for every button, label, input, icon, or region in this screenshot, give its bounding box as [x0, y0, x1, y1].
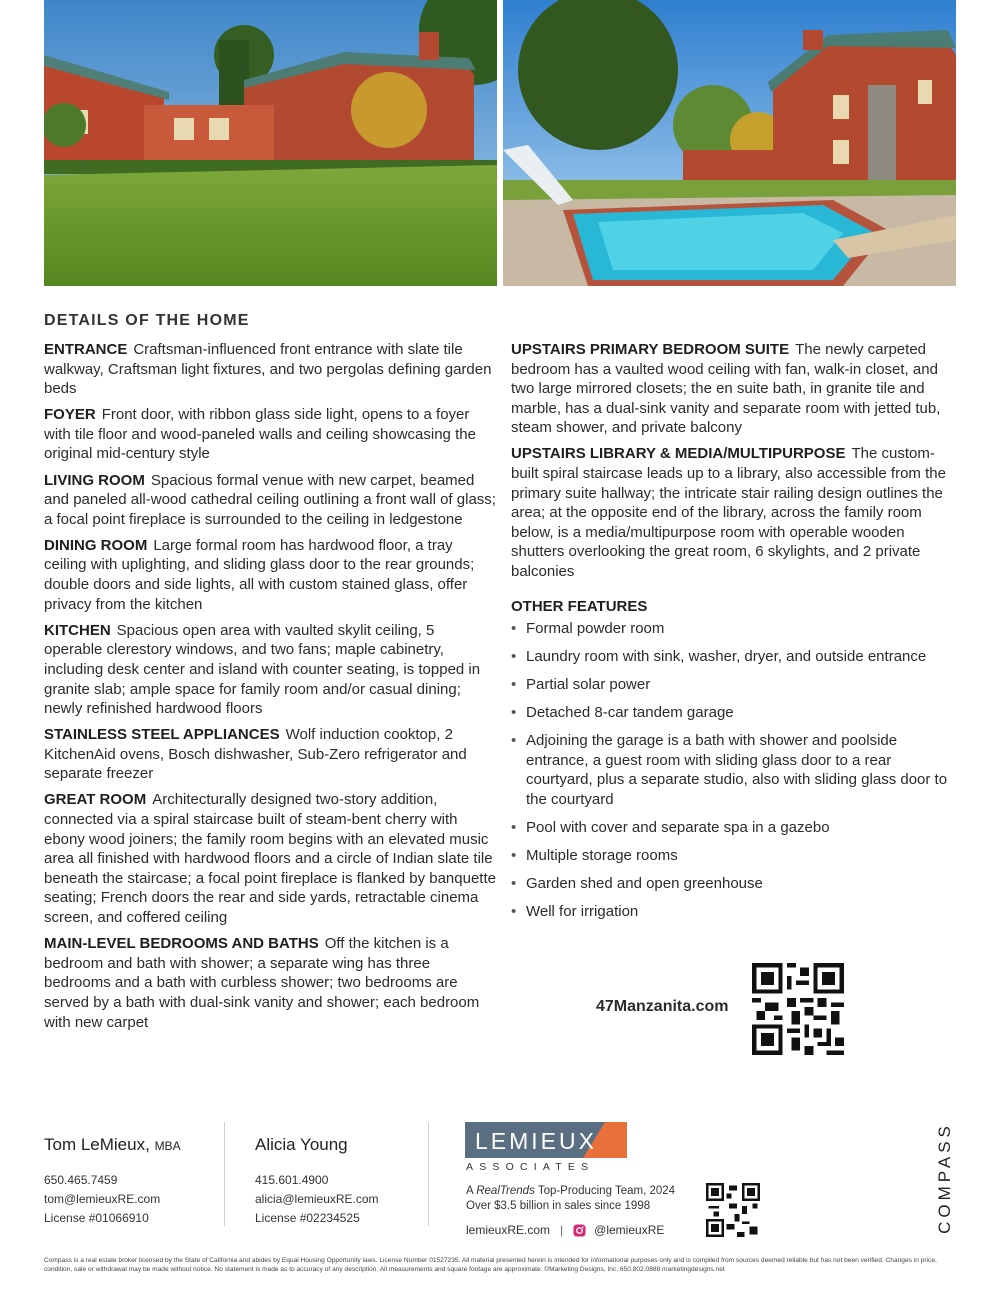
section-text: Architecturally designed two-story addition, connected via a spiral staircase built of steam-bent cherry with ebony wood joiners; the family room begins with an elevated music area all finished with hardwood floors and a circle of Indian slate tile beneath the staircase; a focal point fireplace is flanked by banquette seating; French doors the rear and side yards, retractable cinema screen, and coffered ceiling	[44, 791, 496, 927]
section-label: UPSTAIRS LIBRARY & MEDIA/MULTIPURPOSE	[511, 445, 846, 463]
section-text: The custom-built spiral staircase leads up to a library, also accessible from the primary suite hallway; the intricate stair railing design outlines the area; at the opposite end of the library, across the family room below, is a media/multipurpose room with operable wooden shutters overlooking the great room, 6 skylights, and 2 private balconies	[511, 445, 946, 581]
section-label: FOYER	[44, 406, 96, 424]
agent-name-text: Tom LeMieux,	[44, 1135, 150, 1154]
list-item: • Laundry room with sink, washer, dryer, and outside entrance	[511, 647, 959, 667]
team-award	[466, 1184, 675, 1199]
section-text: Off the kitchen is a bedroom and bath with shower; a separate wing has three bedrooms and a bath with curbless shower; two bedrooms are served by a bath with dual-sink vanity and shower; each bedroom with new carpet	[44, 935, 480, 1031]
list-item: • Partial solar power	[511, 675, 959, 695]
section-label: KITCHEN	[44, 621, 111, 639]
agent-email[interactable]: tom@lemieuxRE.com	[44, 1192, 161, 1206]
team-info	[466, 1184, 675, 1214]
section-label: ENTRANCE	[44, 341, 128, 358]
details-right-column	[511, 340, 959, 930]
agent-name	[44, 1135, 181, 1155]
list-item: • Detached 8-car tandem garage	[511, 703, 959, 723]
logo-subtitle: ASSOCIATES	[466, 1161, 595, 1173]
instagram-handle[interactable]: @lemieuxRE	[594, 1223, 665, 1237]
team-prefix: A	[466, 1185, 477, 1197]
section-label: MAIN-LEVEL BEDROOMS AND BATHS	[44, 935, 319, 953]
section-text: Craftsman-influenced front entrance with slate tile walkway, Craftsman light fixtures, and two pergolas defining garden beds	[44, 341, 492, 398]
section-text: Front door, with ribbon glass side light, opens to a foyer with tile floor and wood-paneled walls and ceiling showcasing the original mid-century style	[44, 406, 476, 463]
section-label: STAINLESS STEEL APPLIANCES	[44, 726, 280, 744]
section-text: Spacious formal venue with new carpet, beamed and paneled all-wood cathedral ceiling outlining a front wall of glass; a focal point fireplace is surrounded to the ceiling in ledgestone	[44, 471, 496, 528]
divider	[224, 1122, 225, 1226]
section-primary-suite	[511, 340, 959, 438]
instagram-icon	[573, 1224, 586, 1237]
photo-pool	[503, 0, 956, 286]
list-item: • Formal powder room	[511, 619, 959, 639]
list-item: • Multiple storage rooms	[511, 846, 959, 866]
details-heading: DETAILS OF THE HOME	[44, 312, 250, 329]
photo-house-lawn	[44, 0, 497, 286]
agent-license: License #02234525	[255, 1211, 360, 1225]
separator: |	[560, 1223, 564, 1237]
section-text: Spacious open area with vaulted skylit ceiling, 5 operable clerestory windows, and two fans; maple cabinetry, including desk center and island with counter seating, is topped in granite slab; ample space for family room and/or casual dining; newly refinished hardwood floors	[44, 621, 481, 718]
qr-code-icon[interactable]	[752, 963, 844, 1055]
agent-card-alicia	[255, 1135, 379, 1228]
other-features-list	[511, 619, 959, 922]
agent-license: License #01066910	[44, 1211, 149, 1225]
compass-logo: COMPASS	[935, 1122, 954, 1234]
team-sales: Over $3.5 billion in sales since 1998	[466, 1200, 651, 1212]
agent-phone[interactable]: 415.601.4900	[255, 1173, 329, 1187]
agent-card-tom	[44, 1135, 181, 1228]
section-library-media	[511, 444, 959, 581]
team-award-brand: RealTrends	[476, 1185, 535, 1197]
qr-code-small-icon[interactable]	[706, 1183, 760, 1237]
section-great-room	[44, 790, 496, 927]
divider	[428, 1122, 429, 1226]
section-text: The newly carpeted bedroom has a vaulted wood ceiling with fan, walk-in closet, and two large mirrored closets; the en suite bath, in granite tile and marble, has a dual-sink vanity and separate room with jetted tub, steam shower, and private balcony	[511, 341, 941, 437]
section-label: GREAT ROOM	[44, 791, 147, 809]
property-website-link[interactable]: 47Manzanita.com	[596, 998, 729, 1015]
section-appliances	[44, 725, 496, 784]
brand-contact	[466, 1223, 664, 1237]
section-text: Wolf induction cooktop, 2 KitchenAid ovens, Bosch dishwasher, Sub-Zero refrigerator and separate freezer	[44, 726, 467, 783]
section-entrance	[44, 340, 496, 399]
list-item: • Garden shed and open greenhouse	[511, 874, 959, 894]
agent-name: Alicia Young	[255, 1135, 348, 1154]
section-living-room	[44, 471, 496, 530]
agent-phone[interactable]: 650.465.7459	[44, 1173, 118, 1187]
section-dining-room	[44, 536, 496, 614]
other-features-title: OTHER FEATURES	[511, 597, 648, 615]
section-kitchen	[44, 621, 496, 719]
details-left-column	[44, 340, 496, 1039]
section-label: DINING ROOM	[44, 536, 148, 554]
section-foyer	[44, 405, 496, 464]
list-item: • Well for irrigation	[511, 902, 959, 922]
list-item: • Adjoining the garage is a bath with shower and poolside entrance, a guest room with sliding glass door to a rear courtyard, plus a separate studio, also with sliding glass door to the courtyard	[511, 731, 959, 809]
list-item: • Pool with cover and separate spa in a gazebo	[511, 818, 959, 838]
legal-disclaimer: Compass is a real estate broker licensed by the State of California and abides by Equal Housing Opportunity laws. License Number 01527235. All material presented herein is intended for informational purposes only and is compiled from sources deemed reliable but has not been verified. Changes in price, condition, sale or withdrawal may be made without notice. No statement is made as to accuracy of any description. All measurements and square footage are approximate. ©Marketing Designs, Inc. 650.802.0888 marketingdesigns.net	[44, 1257, 937, 1273]
section-main-level-bedrooms	[44, 934, 496, 1032]
agent-credential: MBA	[154, 1139, 181, 1153]
team-suffix: Top-Producing Team, 2024	[534, 1185, 676, 1197]
section-label: LIVING ROOM	[44, 471, 145, 489]
logo-text: LEMIEUX	[475, 1128, 597, 1154]
agent-email[interactable]: alicia@lemieuxRE.com	[255, 1192, 379, 1206]
brand-site-link[interactable]: lemieuxRE.com	[466, 1223, 551, 1237]
section-text: Large formal room has hardwood floor, a tray ceiling with uplighting, and sliding glass door to the rear grounds; double doors and side lights, all with custom stained glass, offer privacy from the kitchen	[44, 536, 475, 613]
section-label: UPSTAIRS PRIMARY BEDROOM SUITE	[511, 341, 790, 358]
